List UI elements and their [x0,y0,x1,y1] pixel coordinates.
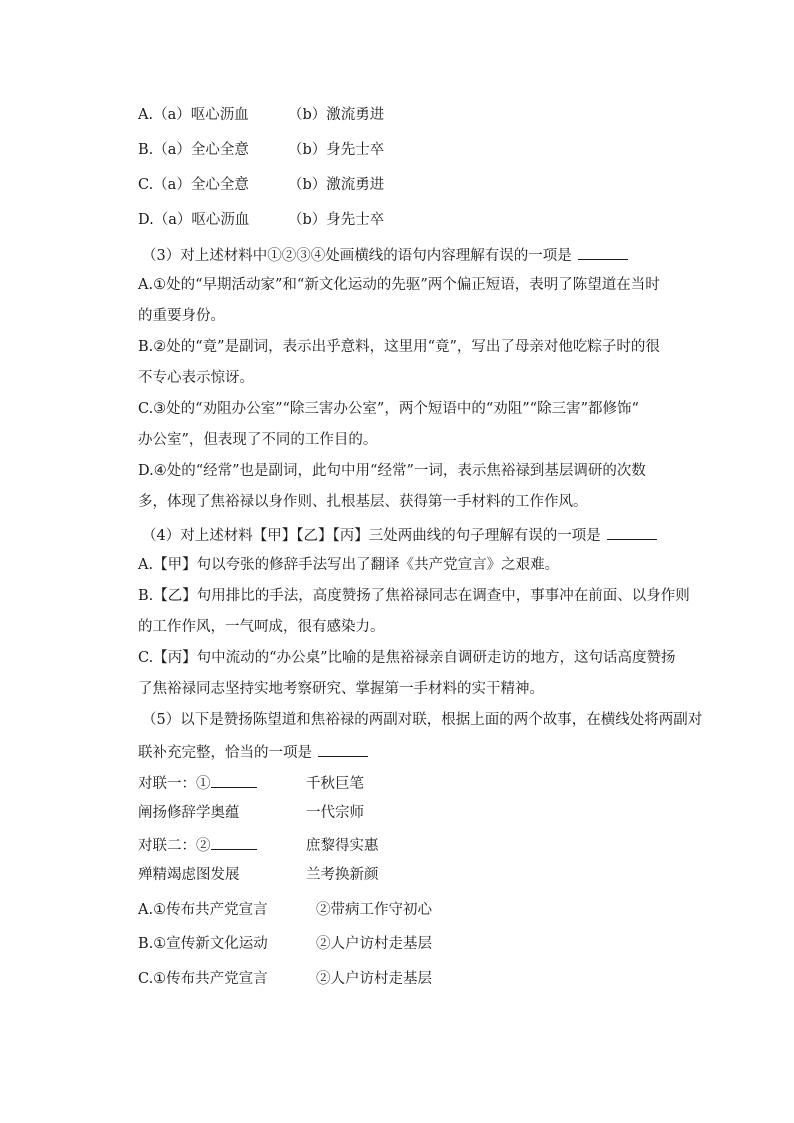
couplet-text: 千秋巨笔 [306,776,364,792]
couplet-label: 对联一：① [138,776,211,792]
option-row [138,140,384,160]
question-text: （3）对上述材料中①②③④处画横线的语句内容理解有误的一项是 [142,248,572,264]
couplet-2-line-2 [138,865,379,885]
question-4-option-c-cont: 了焦裕禄同志坚持实地考察研究、掌握第一手材料的实干精神。 [138,681,544,697]
option-b-text: （b）激流勇进 [288,177,385,193]
question-3-stem [142,244,628,266]
couplet-blank[interactable] [211,772,257,788]
couplet-text: 殚精竭虑图发展 [138,867,240,883]
question-4-option-b: B.【乙】句用排比的手法，高度赞扬了焦裕禄同志在调查中，事事冲在前面、以身作则 [138,588,690,604]
couplet-1-line-2 [138,803,364,823]
question-4-stem [142,524,657,546]
question-3-option-d-cont: 多，体现了焦裕禄以身作则、扎根基层、获得第一手材料的工作作风。 [138,494,588,510]
answer-blank[interactable] [318,741,368,757]
option-b-text: ②人户访村走基层 [316,971,432,987]
option-a-text: A.①传布共产党宣言 [138,902,268,918]
option-b-text: ②带病工作守初心 [316,902,432,918]
option-row [138,105,384,125]
couplet-label: 对联二：② [138,838,211,854]
couplet-text: 阐扬修辞学奥蕴 [138,805,240,821]
option-a-text: C.（a）全心全意 [138,177,249,193]
option-a-text: B.（a）全心全意 [138,142,249,158]
question-3-option-c-cont: 办公室”，但表现了不同的工作目的。 [138,432,378,448]
answer-blank[interactable] [578,244,628,260]
couplet-1-line-1 [138,772,364,794]
question-5-option-row [138,969,432,989]
option-row [138,210,384,230]
question-5-option-row [138,934,432,954]
option-b-text: （b）身先士卒 [288,212,385,228]
question-5-stem: （5）以下是赞扬陈望道和焦裕禄的两副对联，根据上面的两个故事，在横线处将两副对 [142,712,703,728]
couplet-text: 兰考换新颜 [306,867,379,883]
option-a-text: A.（a）呕心沥血 [138,107,249,123]
question-3-option-d: D.④处的“经常”也是副词，此句中用“经常”一词，表示焦裕禄到基层调研的次数 [138,463,646,479]
option-b-text: （b）激流勇进 [288,107,385,123]
answer-blank[interactable] [607,524,657,540]
couplet-2-line-1 [138,834,379,856]
question-3-option-b: B.②处的“竟”是副词，表示出乎意料，这里用“竟”，写出了母亲对他吃粽子时的很 [138,339,660,355]
question-4-option-b-cont: 的工作作风，一气呵成，很有感染力。 [138,619,385,635]
question-3-option-a: A.①处的“早期活动家”和“新文化运动的先驱”两个偏正短语，表明了陈望道在当时 [138,277,660,293]
option-a-text: C.①传布共产党宣言 [138,971,268,987]
question-3-option-a-cont: 的重要身份。 [138,308,225,324]
option-row [138,175,384,195]
question-5-stem-cont [138,741,368,763]
question-4-option-c: C.【丙】句中流动的“办公桌”比喻的是焦裕禄亲自调研走访的地方，这句话高度赞扬 [138,650,676,666]
option-b-text: （b）身先士卒 [288,142,385,158]
question-4-option-a: A.【甲】句以夸张的修辞手法写出了翻译《共产党宣言》之艰难。 [138,557,560,573]
couplet-text: 庶黎得实惠 [306,838,379,854]
question-5-option-row [138,900,432,920]
couplet-text: 一代宗师 [306,805,364,821]
question-3-option-c: C.③处的“劝阻办公室”“除三害办公室”，两个短语中的“劝阻”“除三害”都修饰“ [138,401,639,417]
question-text: （4）对上述材料【甲】【乙】【丙】三处两曲线的句子理解有误的一项是 [142,528,601,544]
option-b-text: ②人户访村走基层 [316,936,432,952]
couplet-blank[interactable] [211,834,257,850]
option-a-text: B.①宣传新文化运动 [138,936,268,952]
option-a-text: D.（a）呕心沥血 [138,212,250,228]
question-text: 联补充完整，恰当的一项是 [138,745,312,761]
question-3-option-b-cont: 不专心表示惊讶。 [138,370,254,386]
